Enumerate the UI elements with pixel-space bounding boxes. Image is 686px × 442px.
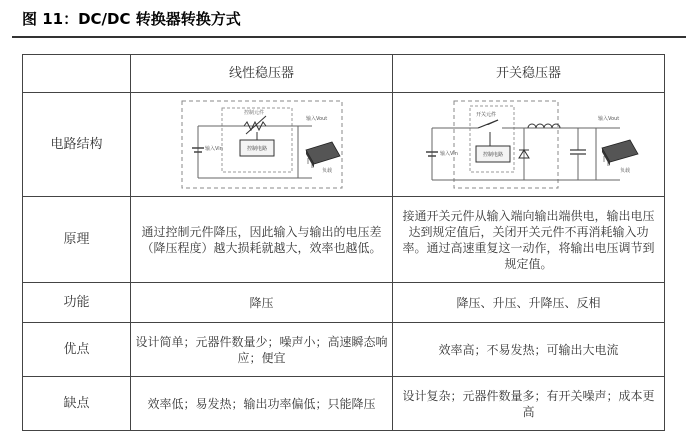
table-row-cons <box>23 377 665 431</box>
table-row-principle <box>23 197 665 283</box>
linear-element-label: 控制元件 <box>243 109 264 116</box>
row-label-circuit: 电路结构 <box>23 93 131 197</box>
linear-output-label: 输入Vout <box>305 115 327 122</box>
title-divider <box>12 36 686 38</box>
switching-circuit-cell <box>393 93 665 197</box>
row-label-principle: 原理 <box>23 197 131 283</box>
switching-function-cell: 降压、升压、升降压、反相 <box>393 283 665 323</box>
linear-function-cell: 降压 <box>131 283 393 323</box>
row-label-cons: 缺点 <box>23 377 131 431</box>
row-label-function: 功能 <box>23 283 131 323</box>
table-row-circuit <box>23 93 665 197</box>
switching-control-label: 控制电路 <box>482 151 503 158</box>
linear-principle-cell: 通过控制元件降压，因此输入与输出的电压差（降压程度）越大损耗就越大，效率也越低。 <box>131 197 393 283</box>
switching-switch-label: 开关元件 <box>475 111 496 118</box>
table-row-function <box>23 283 665 323</box>
switching-output-label: 输入Vout <box>597 115 619 122</box>
comparison-table <box>22 54 665 431</box>
linear-load-label: 负载 <box>321 167 332 174</box>
switching-principle-cell: 接通开关元件从输入端向输出端供电，输出电压达到规定值后，关闭开关元件不再消耗输入功率。通过高速重复这一动作，将输出电压调节到规定值。 <box>393 197 665 283</box>
linear-circuit-cell <box>131 93 393 197</box>
switching-input-label: 输入Vin <box>439 150 458 157</box>
table-header-row <box>23 55 665 93</box>
switching-load-chip-icon <box>602 140 638 166</box>
linear-pros-cell: 设计简单；元器件数量少；噪声小；高速瞬态响应；便宜 <box>131 323 393 377</box>
switching-pros-cell: 效率高；不易发热；可输出大电流 <box>393 323 665 377</box>
linear-regulator-diagram <box>178 98 346 192</box>
linear-input-label: 输入Vin <box>204 145 223 152</box>
header-corner-cell <box>23 55 131 93</box>
switching-regulator-diagram <box>406 98 652 192</box>
header-switching-regulator: 开关稳压器 <box>393 55 665 93</box>
header-linear-regulator: 线性稳压器 <box>131 55 393 93</box>
linear-cons-cell: 效率低；易发热；输出功率偏低；只能降压 <box>131 377 393 431</box>
figure-title: 图 11：DC/DC 转换器转换方式 <box>22 10 241 28</box>
row-label-pros: 优点 <box>23 323 131 377</box>
linear-load-chip-icon <box>306 142 340 168</box>
switching-cons-cell: 设计复杂；元器件数量多；有开关噪声；成本更高 <box>393 377 665 431</box>
table-row-pros <box>23 323 665 377</box>
switching-load-label: 负载 <box>619 167 630 174</box>
linear-control-label: 控制电路 <box>246 145 267 152</box>
